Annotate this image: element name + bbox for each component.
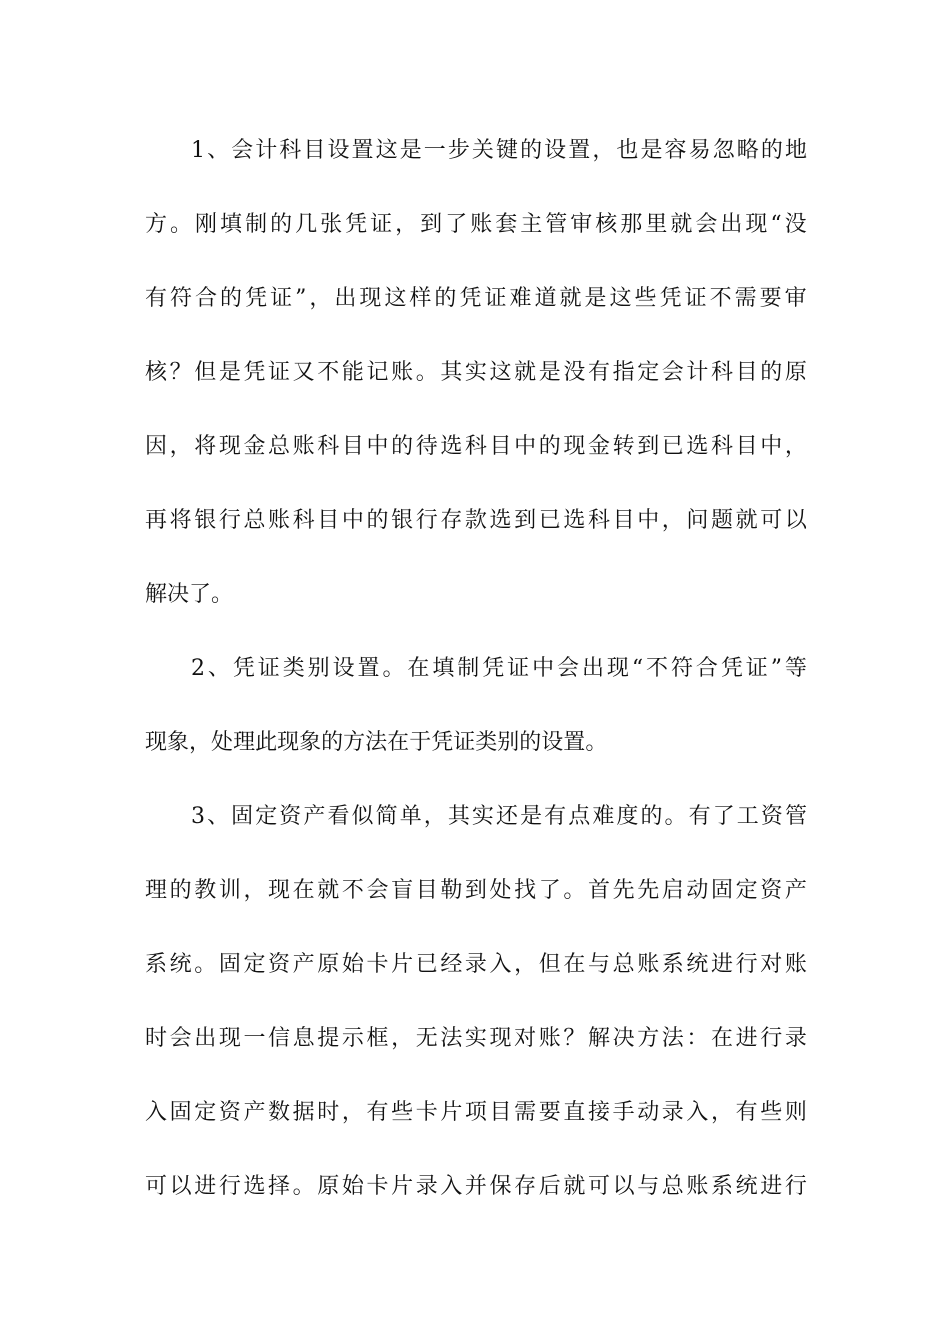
text-line: 时 会 出 现 一 信 息 提 示 框 ， 无 法 实 现 对 账 ？ 解 决 方 法 ： 在 进 行 录	[145, 1026, 807, 1051]
document-body	[145, 129, 807, 1239]
text-line: 3 、 固 定 资 产 看 似 简 单 ， 其 实 还 是 有 点 难 度 的 。 有 了 工 资 管	[191, 804, 807, 829]
text-line: 方 。 刚 填 制 的 几 张 凭 证 ， 到 了 账 套 主 管 审 核 那 里 就 会 出 现 “ 没	[145, 212, 807, 237]
text-line: 系 统 。 固 定 资 产 原 始 卡 片 已 经 录 入 ， 但 在 与 总 账 系 统 进 行 对 账	[145, 952, 807, 977]
text-line: 有 符 合 的 凭 证 ” ， 出 现 这 样 的 凭 证 难 道 就 是 这 些 凭 证 不 需 要 审	[145, 286, 807, 311]
text-line: 1 、 会 计 科 目 设 置 这 是 一 步 关 键 的 设 置 ， 也 是 容 易 忽 略 的 地	[191, 138, 807, 163]
text-line: 再 将 银 行 总 账 科 目 中 的 银 行 存 款 选 到 已 选 科 目 中 ， 问 题 就 可 以	[145, 508, 807, 533]
text-line: 核 ？ 但 是 凭 证 又 不 能 记 账 。 其 实 这 就 是 没 有 指 定 会 计 科 目 的 原	[145, 360, 807, 385]
text-line: 理 的 教 训 ， 现 在 就 不 会 盲 目 勒 到 处 找 了 。 首 先 先 启 动 固 定 资 产	[145, 878, 807, 903]
text-line: 因 ， 将 现 金 总 账 科 目 中 的 待 选 科 目 中 的 现 金 转 到 已 选 科 目 中 ，	[145, 434, 807, 459]
text-line: 解 决 了 。	[145, 582, 234, 607]
text-line: 现 象 ， 处 理 此 现 象 的 方 法 在 于 凭 证 类 别 的 设 置 。	[145, 730, 608, 755]
text-line: 2 、 凭 证 类 别 设 置 。 在 填 制 凭 证 中 会 出 现 “ 不 符 合 凭 证 ” 等	[191, 656, 807, 681]
text-line: 可 以 进 行 选 择 。 原 始 卡 片 录 入 并 保 存 后 就 可 以 与 总 账 系 统 进 行	[145, 1174, 807, 1199]
text-line: 入 固 定 资 产 数 据 时 ， 有 些 卡 片 项 目 需 要 直 接 手 动 录 入 ， 有 些 则	[145, 1100, 807, 1125]
